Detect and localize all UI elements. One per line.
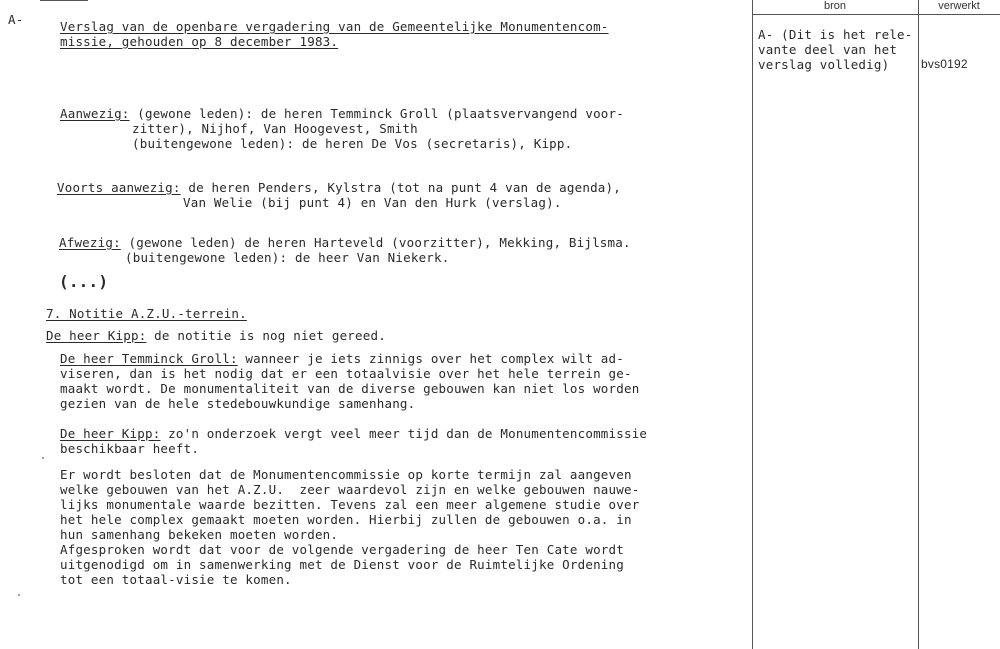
verwerkt-header: verwerkt: [938, 0, 980, 12]
besluit-line-6: Afgesproken wordt dat voor de volgende vergadering de heer Ten Cate wordt: [60, 542, 624, 557]
aanwezig-line-3: (buitengewone leden): de heren De Vos (secretaris), Kipp.: [132, 136, 573, 151]
kipp-remark-2-line-1: [60, 426, 647, 441]
afwezig-line-1: [59, 235, 631, 250]
temminck-text: wanneer je iets zinnigs over het complex wilt ad-: [237, 351, 624, 366]
aanwezig-line-2: zitter), Nijhof, Van Hoogevest, Smith: [132, 121, 418, 136]
title-line-2: missie, gehouden op 8 december 1983.: [60, 34, 339, 49]
margin-mark: A-: [8, 12, 24, 27]
bron-header: bron: [823, 0, 847, 12]
bron-note-line-2: vante deel van het: [758, 42, 898, 57]
kipp-text-2: zo'n onderzoek vergt veel meer tijd dan de Monumentencommissie: [160, 426, 648, 441]
aanwezig-line-1: [60, 106, 624, 121]
paper-speck: [42, 457, 44, 459]
bron-note-line-3: verslag volledig): [758, 57, 890, 72]
title-line-1: Verslag van de openbare vergadering van de Gemeentelijke Monumentencom-: [60, 19, 609, 34]
ellipsis: (...): [59, 272, 109, 291]
besluit-line-7: uitgenodigd om in samenwerking met de Dienst voor de Ruimtelijke Ordening: [60, 557, 624, 572]
aanwezig-label: Aanwezig:: [60, 106, 130, 121]
besluit-line-3: lijks monumentale waarde bezitten. Tevens zal een meer algemene studie over: [60, 497, 640, 512]
bron-note-line-1: A- (Dit is het rele-: [758, 27, 913, 42]
kipp-text-1: de notitie is nog niet gereed.: [146, 328, 386, 343]
aanwezig-text: (gewone leden): de heren Temminck Groll (plaatsvervangend voor-: [129, 106, 624, 121]
temminck-line-1: [60, 351, 624, 366]
bron-column-left-border: [752, 0, 753, 649]
afwezig-label: Afwezig:: [59, 235, 121, 250]
temminck-line-2: viseren, dan is het nodig dat er een totaalvisie over het hele terrein ge-: [60, 366, 632, 381]
afwezig-text: (gewone leden) de heren Harteveld (voorzitter), Mekking, Bijlsma.: [120, 235, 631, 250]
top-left-rule: [40, 0, 88, 1]
kipp-remark-1: [46, 328, 386, 343]
verwerkt-code: bvs0192: [921, 57, 968, 71]
voorts-line-2: Van Welie (bij punt 4) en Van den Hurk (verslag).: [183, 195, 562, 210]
besluit-line-1: Er wordt besloten dat de Monumentencommissie op korte termijn zal aangeven: [60, 467, 632, 482]
afwezig-line-2: (buitengewone leden): de heer Van Niekerk.: [125, 250, 450, 265]
besluit-line-5: hun samenhang bekeken moeten worden.: [60, 527, 339, 542]
temminck-line-4: gezien van de hele stedebouwkundige samenhang.: [60, 396, 416, 411]
header-rule: [752, 14, 1000, 15]
besluit-line-8: tot een totaal-visie te komen.: [60, 572, 292, 587]
bron-column-right-border: [918, 0, 919, 649]
besluit-line-2: welke gebouwen van het A.Z.U. zeer waardevol zijn en welke gebouwen nauwe-: [60, 482, 640, 497]
besluit-line-4: het hele complex gemaakt moeten worden. Hierbij zullen de gebouwen o.a. in: [60, 512, 632, 527]
kipp-label-1: De heer Kipp:: [46, 328, 147, 343]
voorts-line-1: [57, 180, 621, 195]
voorts-text: de heren Penders, Kylstra (tot na punt 4 van de agenda),: [180, 180, 621, 195]
kipp-label-2: De heer Kipp:: [60, 426, 161, 441]
temminck-label: De heer Temminck Groll:: [60, 351, 238, 366]
section-title: 7. Notitie A.Z.U.-terrein.: [46, 306, 247, 321]
paper-speck: [18, 594, 20, 596]
voorts-label: Voorts aanwezig:: [57, 180, 181, 195]
kipp-remark-2-line-2: beschikbaar heeft.: [60, 441, 200, 456]
temminck-line-3: maakt wordt. De monumentaliteit van de diverse gebouwen kan niet los worden: [60, 381, 640, 396]
